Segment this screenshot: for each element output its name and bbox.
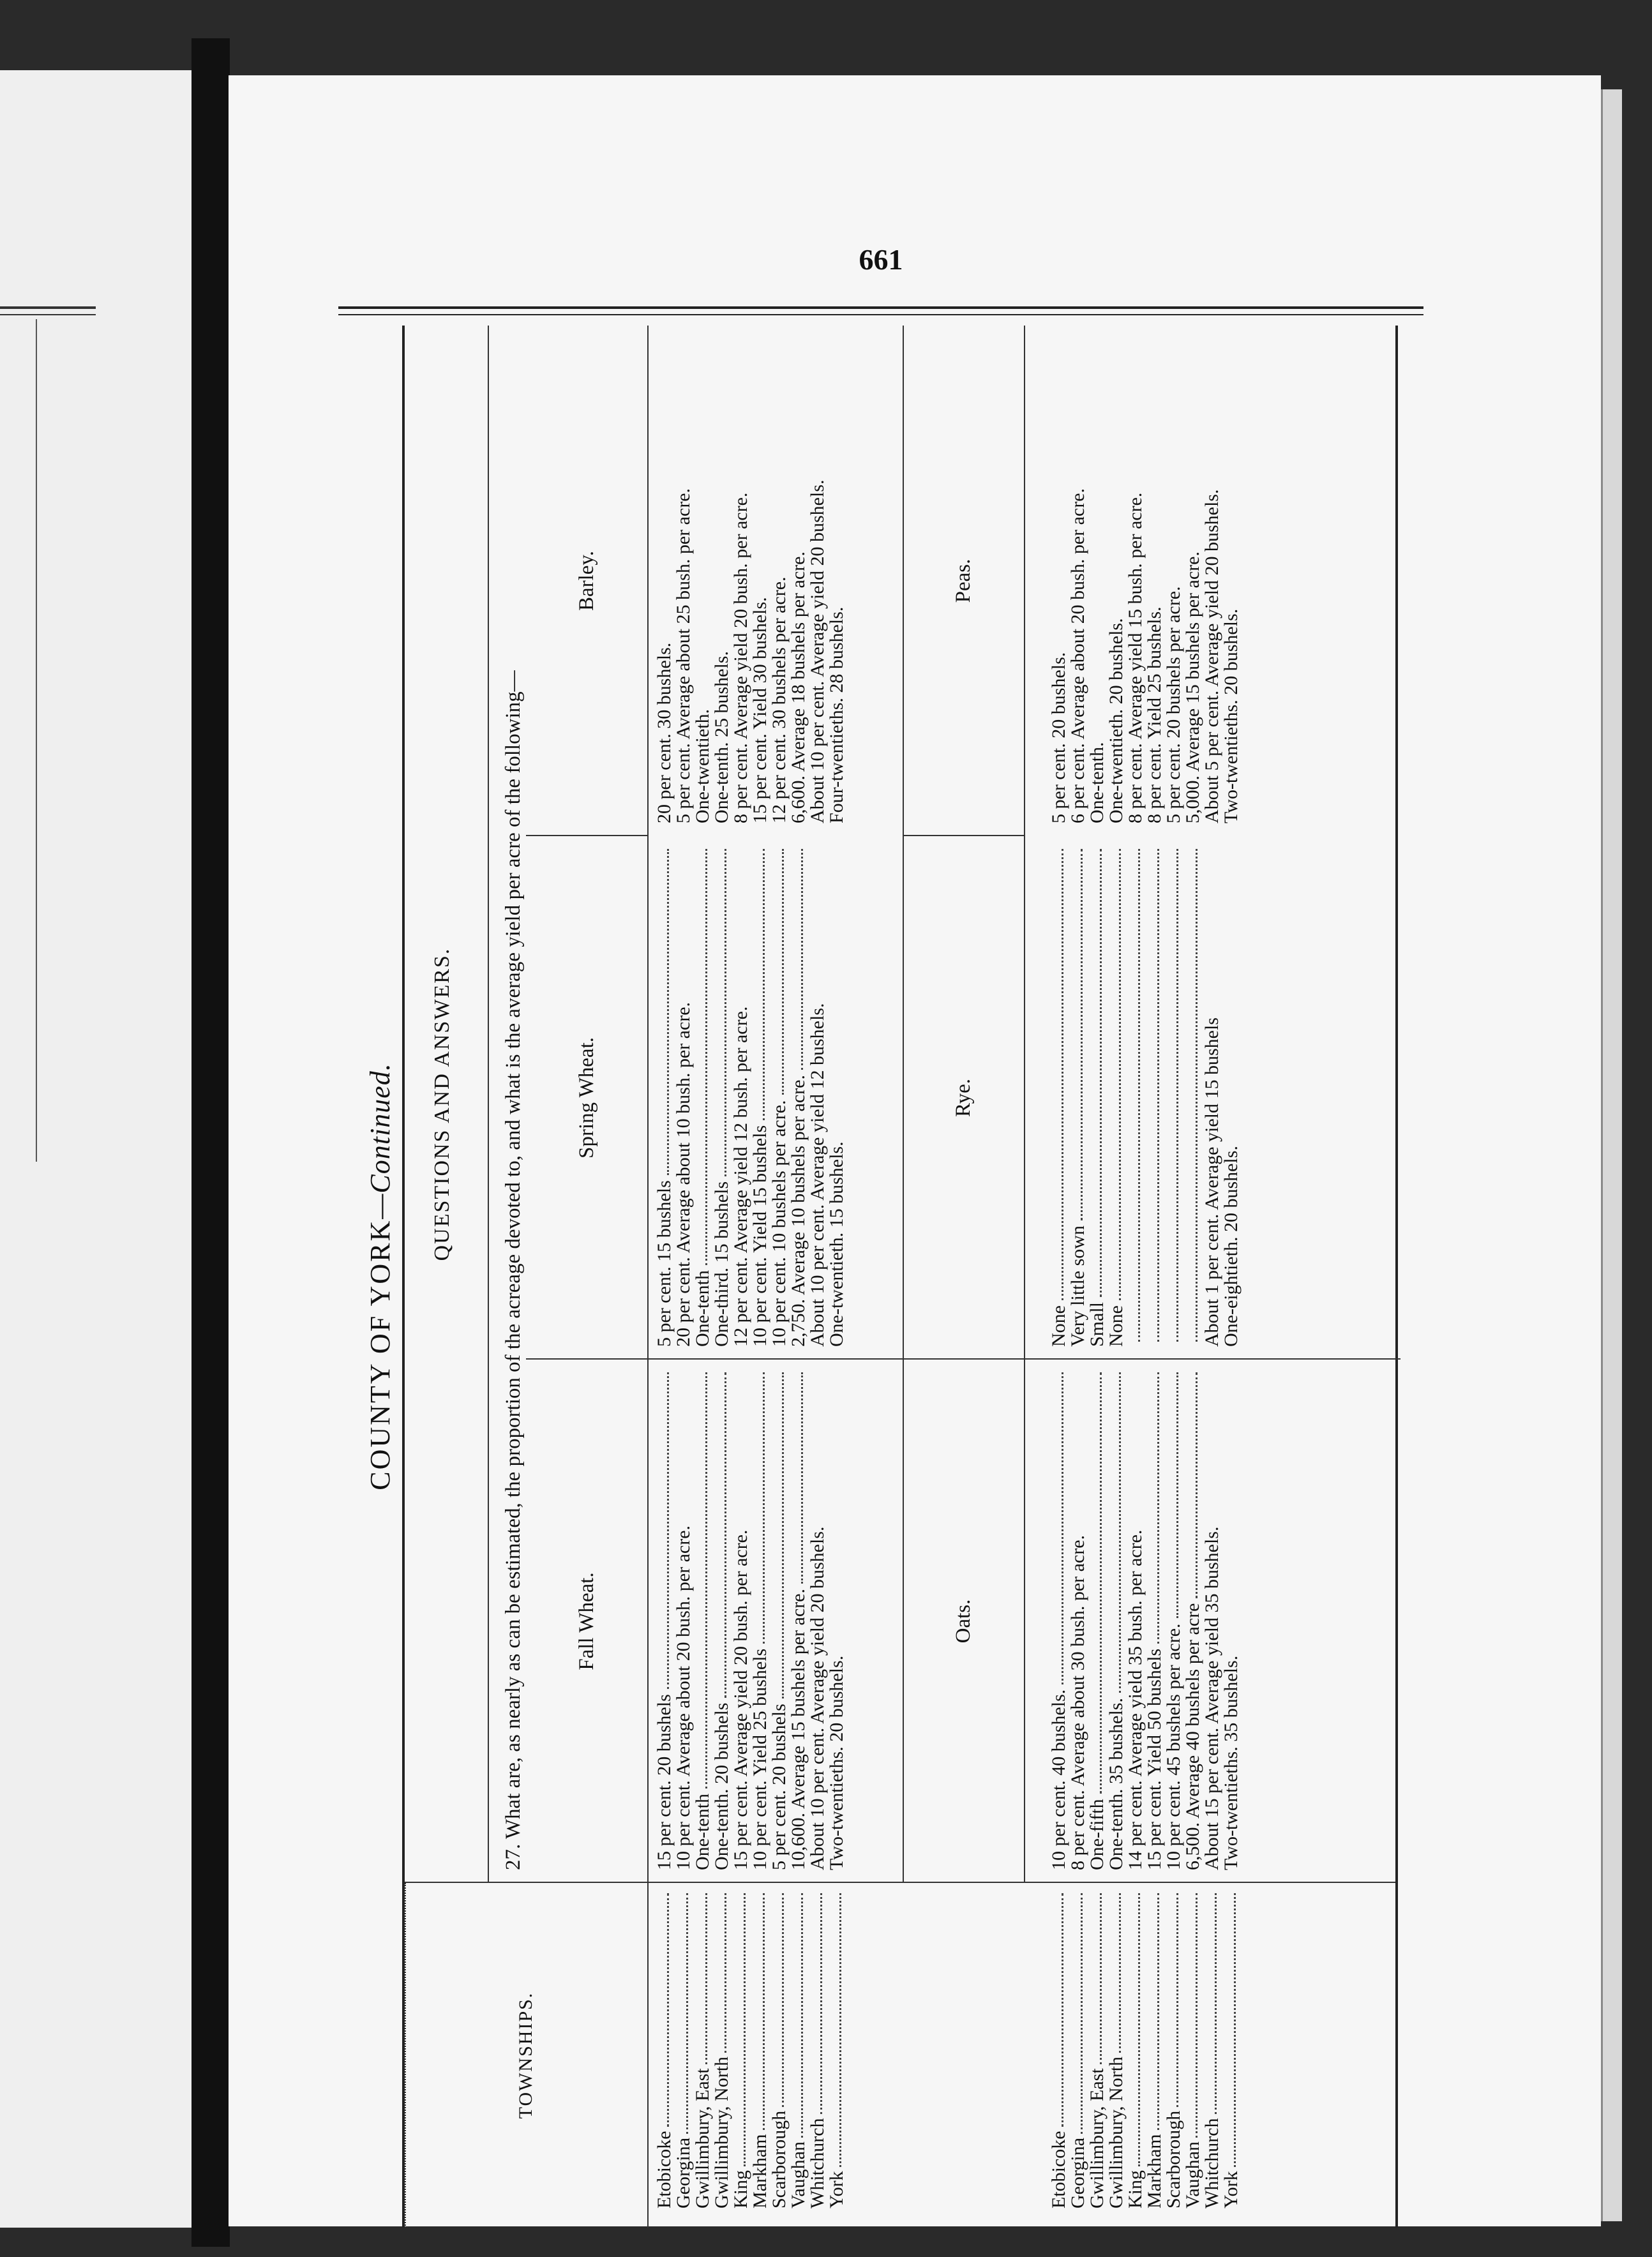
answer-text: 10,600. Average 15 bushels per acre. (788, 1589, 809, 1870)
answer-text: About 10 per cent. Average yield 12 bushels. (807, 1003, 828, 1347)
township-name: Scarborough (769, 2110, 790, 2208)
answer-row (808, 1372, 827, 1870)
answer-text: 5 per cent. 20 bushels. (1048, 652, 1069, 823)
answer-row (1088, 332, 1107, 823)
answer-row (1145, 849, 1164, 1347)
township-name: Georgina (1067, 2137, 1088, 2208)
answer-text: About 15 per cent. Average yield 35 bushels. (1201, 1526, 1222, 1870)
answer-text: 10 per cent. 10 bushels per acre. (769, 1100, 790, 1347)
table-row (712, 1889, 732, 2208)
answer-row (1107, 849, 1126, 1347)
answer-row (1126, 849, 1145, 1347)
answer-row (693, 1372, 712, 1870)
answer-row (1222, 849, 1241, 1347)
header-rule (338, 306, 1423, 309)
answer-row (732, 849, 751, 1347)
answer-text: Very little sown (1067, 1226, 1088, 1347)
answer-row (712, 332, 732, 823)
answer-text: 15 per cent. Yield 30 bushels. (749, 597, 770, 823)
column-header-rye: Rye. (951, 1078, 975, 1118)
column-header-spring-wheat: Spring Wheat. (574, 1037, 598, 1159)
answer-row (1222, 1372, 1241, 1870)
answer-text: 12 per cent. 30 bushels per acre. (769, 576, 790, 823)
township-name: King (730, 2170, 751, 2208)
answer-text: One-tenth. 35 bushels. (1106, 1698, 1127, 1870)
answer-text: Two-twentieths. 35 bushels. (1220, 1655, 1242, 1870)
table-row (1164, 1889, 1183, 2208)
township-name: Whitchurch (1201, 2118, 1222, 2208)
answer-text: 8 per cent. Average about 30 bush. per acre. (1067, 1534, 1088, 1870)
township-name: Vaughan (1182, 2141, 1203, 2208)
answer-text: One-eightieth. 20 bushels. (1220, 1146, 1242, 1347)
answer-row (1183, 1372, 1203, 1870)
rye-answers (1049, 849, 1241, 1347)
table-row (1088, 1889, 1107, 2208)
answer-row (789, 332, 808, 823)
answer-row (693, 332, 712, 823)
answer-row (674, 1372, 693, 1870)
answer-text: One-twentieth. 20 bushels. (1106, 618, 1127, 823)
answer-row (655, 1372, 674, 1870)
answer-text: 6 per cent. Average about 20 bush. per acre. (1067, 488, 1088, 823)
page-title (364, 326, 396, 2228)
answer-row (1126, 1372, 1145, 1870)
answer-text: About 1 per cent. Average yield 15 bushels (1201, 1017, 1222, 1347)
townships-header: TOWNSHIPS. (515, 1991, 536, 2119)
answer-row (770, 332, 789, 823)
answer-text: 5 per cent. 20 bushels per acre. (1163, 586, 1184, 823)
township-name: Vaughan (788, 2141, 809, 2208)
table-row (789, 1889, 808, 2208)
answer-row (808, 332, 827, 823)
township-name: King (1125, 2170, 1146, 2208)
townships-list (1049, 1889, 1241, 2208)
answer-text: 14 per cent. Average yield 35 bush. per acre. (1125, 1529, 1146, 1870)
answer-row (1069, 332, 1088, 823)
answer-row (1164, 1372, 1183, 1870)
answer-text: One-third. 15 bushels (711, 1181, 732, 1347)
answer-text: One-twentieth. 15 bushels. (826, 1141, 847, 1347)
answer-row (1049, 332, 1069, 823)
answer-text: 5 per cent. Average about 25 bush. per acre. (673, 488, 694, 823)
township-name: York (1220, 2171, 1242, 2208)
answer-text: 20 per cent. 30 bushels. (654, 642, 675, 823)
answer-text: None (1106, 1305, 1127, 1347)
answer-text: One-fifth (1086, 1799, 1108, 1870)
township-name: Etobicoke (1048, 2131, 1069, 2208)
table-row (674, 1889, 693, 2208)
township-name: Markham (749, 2134, 770, 2208)
table-row (751, 1889, 770, 2208)
column-header-oats: Oats. (951, 1599, 975, 1644)
answer-row (1107, 332, 1126, 823)
answer-text: One-tenth. 25 bushels. (711, 651, 732, 823)
table-row (693, 1889, 712, 2208)
answer-row (789, 849, 808, 1347)
answer-text: About 5 per cent. Average yield 20 bushels. (1201, 489, 1222, 823)
answer-row (1164, 332, 1183, 823)
answer-row (1069, 1372, 1088, 1870)
answer-row (1107, 1372, 1126, 1870)
table-row (1126, 1889, 1145, 2208)
answer-row (827, 849, 846, 1347)
township-name: Gwillimbury, East (692, 2068, 713, 2208)
answer-row (808, 849, 827, 1347)
questions-table (402, 326, 1398, 2228)
answer-text: 5 per cent. 20 bushels (769, 1704, 790, 1870)
answer-row (1049, 849, 1069, 1347)
answer-text: One-tenth (692, 1794, 713, 1870)
township-name: Gwillimbury, North (711, 2056, 732, 2208)
answer-row (1145, 332, 1164, 823)
answer-row (827, 332, 846, 823)
township-name: Whitchurch (807, 2118, 828, 2208)
answer-text: 8 per cent. Average yield 20 bush. per acre. (730, 492, 751, 823)
header-rule (338, 314, 1423, 315)
answer-row (1088, 1372, 1107, 1870)
answer-row (789, 1372, 808, 1870)
answer-row (732, 332, 751, 823)
fall-wheat-answers (655, 1372, 846, 1870)
title-main: COUNTY OF YORK (364, 1218, 396, 1490)
table-row (1203, 1889, 1222, 2208)
answer-row (1183, 332, 1203, 823)
answer-text: 10 per cent. Average about 20 bush. per acre. (673, 1525, 694, 1870)
answer-text: 15 per cent. 20 bushels (654, 1694, 675, 1870)
column-header-fall-wheat: Fall Wheat. (574, 1572, 598, 1670)
answer-row (1203, 332, 1222, 823)
answer-row (1088, 849, 1107, 1347)
answer-row (712, 849, 732, 1347)
facing-page (0, 70, 191, 2228)
township-name: Gwillimbury, East (1086, 2068, 1108, 2208)
table-row (827, 1889, 846, 2208)
answer-row (1069, 849, 1088, 1347)
column-divider (647, 1358, 903, 1360)
table-row (1069, 1889, 1088, 2208)
townships-list (655, 1889, 846, 2208)
book-gutter (191, 38, 230, 2247)
answer-text: 15 per cent. Yield 50 bushels (1144, 1648, 1165, 1870)
answer-text: 6,500. Average 40 bushels per acre (1182, 1603, 1203, 1870)
answer-text: 8 per cent. Yield 25 bushels. (1144, 606, 1165, 823)
page-number: 661 (859, 243, 903, 276)
township-name: York (826, 2171, 847, 2208)
facing-page-rule (0, 314, 96, 315)
answer-row (1145, 1372, 1164, 1870)
answer-row (655, 332, 674, 823)
answer-row (770, 1372, 789, 1870)
column-header-peas: Peas. (951, 559, 975, 603)
answer-text: 5 per cent. 15 bushels (654, 1180, 675, 1347)
answer-row (674, 849, 693, 1347)
table-row (1222, 1889, 1241, 2208)
column-header-barley: Barley. (574, 550, 598, 611)
table-row (655, 1889, 674, 2208)
table-row (1145, 1889, 1164, 2208)
answer-row (1049, 1372, 1069, 1870)
township-name: Georgina (673, 2137, 694, 2208)
answer-text: 15 per cent. Average yield 20 bush. per acre. (730, 1529, 751, 1870)
facing-page-rule (0, 306, 96, 309)
answer-text: Two-twentieths. 20 bushels. (1220, 608, 1242, 823)
rule (1024, 326, 1025, 1883)
title-continued: —Continued. (364, 1063, 396, 1219)
answer-row (770, 849, 789, 1347)
answer-row (1203, 849, 1222, 1347)
answer-row (1183, 849, 1203, 1347)
answer-text: Small (1086, 1301, 1108, 1347)
rotated-content (345, 326, 1404, 2228)
answer-text: 10 per cent. 45 bushels per acre. (1163, 1623, 1184, 1870)
answer-text: One-twentieth. (692, 709, 713, 823)
oats-answers (1049, 1372, 1241, 1870)
answer-text: 6,600. Average 18 bushels per acre. (788, 551, 809, 823)
peas-answers (1049, 332, 1241, 823)
answer-row (674, 332, 693, 823)
column-divider (1024, 1358, 1400, 1360)
township-name: Markham (1144, 2134, 1165, 2208)
table-row (1183, 1889, 1203, 2208)
answer-text: One-tenth. (1086, 742, 1108, 823)
answer-text: 2,750. Average 10 bushels per acre. (788, 1075, 809, 1347)
answer-text: 5,000. Average 15 bushels per acre. (1182, 551, 1203, 823)
answer-row (751, 332, 770, 823)
answer-row (751, 849, 770, 1347)
answer-text: 10 per cent. Yield 25 bushels (749, 1648, 770, 1870)
rule (647, 326, 649, 2228)
answer-text: 12 per cent. Average yield 12 bush. per acre. (730, 1006, 751, 1347)
answer-row (655, 849, 674, 1347)
table-row (1107, 1889, 1126, 2208)
answer-text: One-tenth. 20 bushels (711, 1702, 732, 1870)
answer-row (1222, 332, 1241, 823)
answer-text: None (1048, 1305, 1069, 1347)
answer-row (827, 1372, 846, 1870)
answer-row (751, 1372, 770, 1870)
answer-row (1164, 849, 1183, 1347)
table-row (1049, 1889, 1069, 2208)
barley-answers (655, 332, 846, 823)
spring-wheat-answers (655, 849, 846, 1347)
answer-text: 8 per cent. Average yield 15 bush. per acre. (1125, 492, 1146, 823)
answer-row (1203, 1372, 1222, 1870)
answer-row (1126, 332, 1145, 823)
answer-text: Four-twentieths. 28 bushels. (826, 606, 847, 823)
questions-answers-header: QUESTIONS AND ANSWERS. (430, 947, 454, 1261)
answer-text: Two-twentieths. 20 bushels. (826, 1655, 847, 1870)
township-name: Scarborough (1163, 2110, 1184, 2208)
rotated-table-frame (345, 326, 1404, 2228)
township-name: Gwillimbury, North (1106, 2056, 1127, 2208)
township-name: Etobicoke (654, 2131, 675, 2208)
page-edges (1601, 89, 1622, 2221)
answer-row (693, 849, 712, 1347)
answer-text: 10 per cent. Yield 15 bushels (749, 1125, 770, 1347)
answer-row (712, 1372, 732, 1870)
table-row (770, 1889, 789, 2208)
answer-row (732, 1372, 751, 1870)
answer-text: One-tenth (692, 1270, 713, 1347)
answer-text: 20 per cent. Average about 10 bush. per acre. (673, 1001, 694, 1347)
answer-text: 10 per cent. 40 bushels. (1048, 1689, 1069, 1870)
facing-page-column-rule (36, 319, 37, 1162)
table-row (808, 1889, 827, 2208)
rule (488, 326, 489, 1883)
table-row (732, 1889, 751, 2208)
question-text: 27. What are, as nearly as can be estimated, the proportion of the acreage devoted to, and what is the average yield per acre of the following— (502, 670, 525, 1870)
answer-text: About 10 per cent. Average yield 20 bushels. (807, 1526, 828, 1870)
answer-text: About 10 per cent. Average yield 20 bushels. (807, 479, 828, 823)
